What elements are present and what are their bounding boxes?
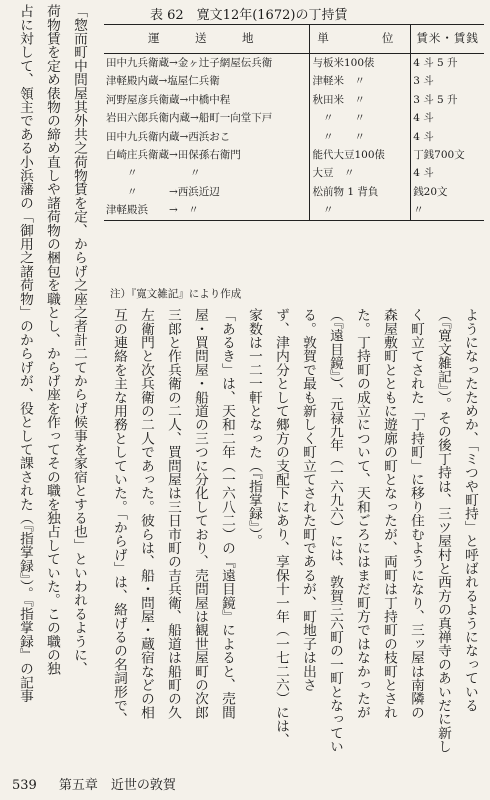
body-text-column: る。敦賀で最も新しく町立てされた町であるが、町地子は出さ — [300, 308, 316, 692]
body-text-column: た。丁持町の成立について、天和ごろにはまだ町方ではなかったが — [354, 308, 370, 719]
body-text-column: ず、津内分として郷方の支配下にあり、享保十一年（一七二六）には、 — [273, 308, 289, 747]
table-row — [104, 72, 484, 90]
body-text-column: ようになったためか、「ミつや町持」と呼ばれるようになっている — [462, 308, 478, 713]
table-cell: 〃 〃 — [106, 167, 201, 180]
table-cell: 〃 〃 — [310, 109, 411, 127]
table-row — [104, 183, 484, 201]
body-text-column: 三郎と作兵衛の二人、買問屋は三日市町の吉兵衛、船道は船町の久 — [165, 308, 181, 719]
table-cell: 田中九兵衛蔵→金ヶ辻子網屋伝兵衛 — [106, 56, 273, 69]
column-header: 単 位 — [310, 25, 411, 54]
table-cell: 与板米100俵 — [310, 54, 411, 73]
body-text-column: （『寛文雑記』）。その後丁持は、三ツ屋村と西方の真禅寺のあいだに新し — [435, 308, 451, 754]
table-cell: 4 斗 — [411, 164, 484, 182]
table-header-row — [104, 25, 484, 54]
body-text-column: 「あるき」は、天和二年（一六八二）の『遠目鏡』によると、売間 — [219, 308, 235, 719]
table-row — [104, 54, 484, 73]
table-cell: 4 斗 — [411, 109, 484, 127]
table-cell: 岩田六郎兵衛内蔵→船町一向堂下戸 — [106, 112, 273, 125]
table-cell: 〃 →西浜近辺 — [106, 185, 220, 198]
body-text-column: 左衛門と次兵衛の二人であった。彼らは、船・問屋・蔵宿などの相 — [138, 308, 154, 719]
body-text-column: 荷物賃を定め俵物の締め直しや諸荷物の梱包を職とし、からげ座を作ってその職を独占していた。この職の独 — [44, 4, 60, 676]
table-cell: 〃 — [310, 201, 411, 220]
body-text-column: 占に対して、領主である小浜藩の「御用之諸荷物」のからげが、役として課された（『指掌録』）。『指掌録』の記事 — [17, 4, 33, 703]
table-cell: 白崎庄兵衛蔵→田保孫右衛門 — [106, 148, 241, 161]
body-text-column: 「惣而町中問屋其外共之荷物賃を定、からげ之座之者計二てからげ候事を家宿とする也」といわれるように、 — [71, 4, 87, 676]
table-row — [104, 146, 484, 164]
table-cell: 津軽殿浜 → 〃 — [104, 201, 310, 220]
rate-table — [104, 24, 484, 221]
column-header: 運 送 地 — [104, 25, 310, 54]
table-caption: 表 62 寛文12年(1672)の丁持賃 — [150, 8, 348, 23]
table-row — [104, 201, 484, 220]
table-cell: 松前物 1 背負 — [310, 183, 411, 201]
table-cell: 丁銭700文 — [411, 146, 484, 164]
table-cell: 津軽殿内蔵→塩屋仁兵衛 — [106, 75, 220, 88]
table-cell: 津軽米 〃 — [310, 72, 411, 90]
table-cell: 〃 〃 — [310, 128, 411, 146]
table-cell: 4 斗 5 升 — [411, 54, 484, 73]
body-text-column: （『遠目鏡』）、元禄九年（一六九六）には、敦賀三六町の一町となってい — [327, 308, 343, 754]
table-cell: 4 斗 — [411, 128, 484, 146]
table-row — [104, 109, 484, 127]
table-cell: 秋田米 〃 — [310, 91, 411, 109]
table-cell: 3 斗 — [411, 72, 484, 90]
column-header: 賃米・賃銭 — [411, 25, 484, 54]
table-cell: 田中九兵衛内蔵→西浜おこ — [106, 130, 231, 143]
table-note: 注）『寛文雑記』により作成 — [110, 288, 242, 300]
table-cell: 能代大豆100俵 — [310, 146, 411, 164]
table-cell: 銭20文 — [411, 183, 484, 201]
table-cell: 大豆 〃 — [310, 164, 411, 182]
body-text-column: 森屋敷町とともに遊廓の町となったが、両町は丁持町の枝町とされ — [381, 308, 397, 719]
body-text-column: く町立てされた「丁持町」に移り住むようになり、三ッ屋は南隣の — [408, 308, 424, 719]
table-cell: 河野屋彦兵衛蔵→中橋中程 — [106, 93, 231, 106]
body-text-column: 家数は一二一軒となった（『指掌録』）。 — [246, 308, 262, 548]
table-cell: 3 斗 5 升 — [411, 91, 484, 109]
table-row — [104, 128, 484, 146]
page-footer — [12, 774, 176, 793]
table-cell: 〃 — [411, 201, 484, 220]
table-row — [104, 164, 484, 182]
page-number: 539 — [12, 778, 37, 793]
chapter-title: 第五章 近世の敦賀 — [58, 778, 176, 793]
body-text-column: 屋・買問屋・船道の三つに分化しており、売問屋は観世屋町の次郎 — [192, 308, 208, 719]
table-row — [104, 91, 484, 109]
body-text-column: 互の連絡を主な用務としていた。「からげ」は、絡げるの名詞形で、 — [111, 308, 127, 726]
